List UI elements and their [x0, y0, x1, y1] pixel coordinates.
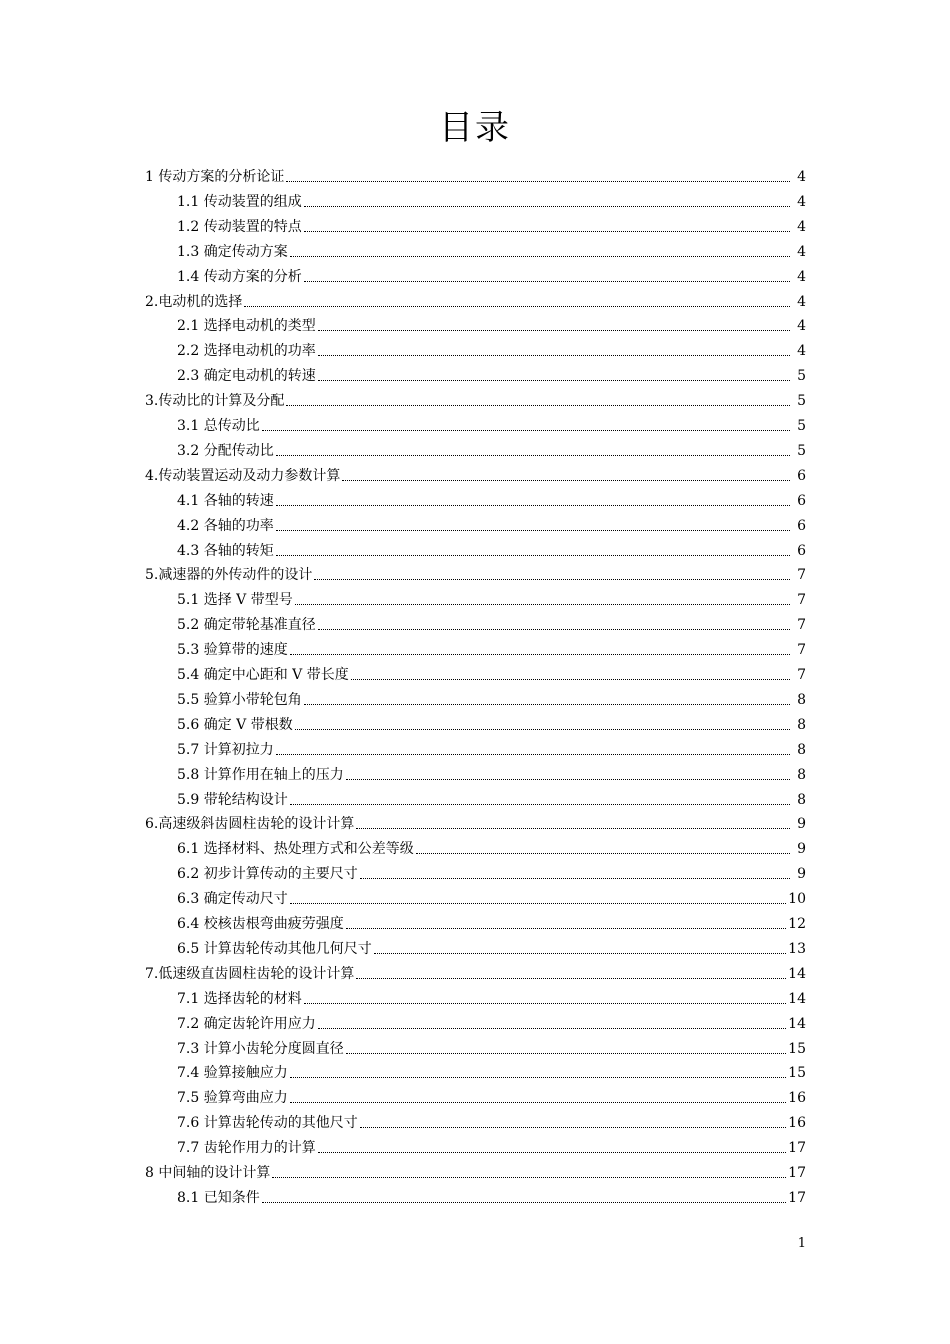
toc-dot-leader	[318, 1137, 786, 1153]
toc-dot-leader	[304, 988, 786, 1004]
toc-section-entry[interactable]	[177, 689, 806, 711]
toc-chapter-entry[interactable]	[145, 963, 806, 985]
toc-entry-label: 5.1 选择 V 带型号	[177, 592, 293, 609]
toc-entry-label: 1.2 传动装置的特点	[177, 218, 302, 235]
toc-entry-label: 5.5 验算小带轮包角	[177, 691, 302, 708]
toc-entry-page: 9	[797, 841, 806, 858]
toc-section-entry[interactable]	[177, 266, 806, 288]
toc-entry-page: 15	[788, 1065, 806, 1082]
toc-dot-leader	[304, 266, 790, 282]
toc-chapter-entry[interactable]	[145, 564, 806, 586]
toc-entry-label: 7.7 齿轮作用力的计算	[177, 1140, 316, 1157]
toc-entry-label: 1.4 传动方案的分析	[177, 268, 302, 285]
toc-dot-leader	[346, 1038, 786, 1054]
toc-dot-leader	[262, 1187, 786, 1203]
toc-entry-page: 8	[797, 791, 806, 808]
toc-entry-label: 4.1 各轴的转速	[177, 492, 274, 509]
toc-section-entry[interactable]	[177, 415, 806, 437]
toc-dot-leader	[276, 490, 790, 506]
toc-dot-leader	[318, 614, 790, 630]
toc-section-entry[interactable]	[177, 714, 806, 736]
toc-dot-leader	[356, 813, 790, 829]
toc-entry-page: 14	[788, 1015, 806, 1032]
toc-section-entry[interactable]	[177, 888, 806, 910]
toc-dot-leader	[318, 1013, 786, 1029]
toc-section-entry[interactable]	[177, 1038, 806, 1060]
toc-entry-label: 2.1 选择电动机的类型	[177, 318, 316, 335]
toc-section-entry[interactable]	[177, 1187, 806, 1209]
toc-entry-page: 5	[797, 368, 806, 385]
toc-entry-label: 7.4 验算接触应力	[177, 1065, 288, 1082]
toc-entry-page: 7	[797, 667, 806, 683]
toc-entry-label: 6.5 计算齿轮传动其他几何尺寸	[177, 940, 372, 957]
toc-entry-page: 6	[797, 517, 806, 534]
toc-dot-leader	[262, 415, 790, 431]
toc-dot-leader	[342, 465, 790, 481]
toc-entry-label: 3.2 分配传动比	[177, 442, 274, 459]
toc-dot-leader	[290, 789, 790, 805]
toc-entry-label: 6.1 选择材料、热处理方式和公差等级	[177, 841, 414, 858]
toc-entry-label: 2.电动机的选择	[145, 293, 243, 310]
toc-section-entry[interactable]	[177, 863, 806, 885]
toc-section-entry[interactable]	[177, 639, 806, 661]
toc-chapter-entry[interactable]	[145, 166, 806, 188]
toc-chapter-entry[interactable]	[145, 291, 806, 313]
toc-entry-page: 5	[797, 418, 806, 434]
toc-entry-label: 5.9 带轮结构设计	[177, 791, 288, 808]
toc-entry-page: 17	[788, 1140, 806, 1157]
toc-entry-label: 4.3 各轴的转矩	[177, 542, 274, 559]
toc-entry-page: 14	[788, 990, 806, 1007]
toc-section-entry[interactable]	[177, 490, 806, 512]
toc-dot-leader	[290, 241, 790, 257]
toc-section-entry[interactable]	[177, 440, 806, 462]
toc-entry-page: 7	[797, 592, 806, 609]
toc-entry-label: 7.5 验算弯曲应力	[177, 1090, 288, 1107]
toc-dot-leader	[272, 1162, 786, 1178]
toc-entry-page: 4	[797, 193, 806, 210]
toc-entry-label: 6.3 确定传动尺寸	[177, 891, 288, 908]
toc-entry-page: 9	[797, 816, 806, 833]
toc-section-entry[interactable]	[177, 1087, 806, 1109]
toc-dot-leader	[351, 664, 790, 680]
toc-entry-page: 16	[788, 1115, 806, 1132]
toc-section-entry[interactable]	[177, 838, 806, 860]
toc-entry-page: 7	[797, 642, 806, 659]
toc-entry-label: 4.传动装置运动及动力参数计算	[145, 467, 341, 484]
toc-section-entry[interactable]	[177, 1062, 806, 1084]
toc-dot-leader	[276, 739, 790, 755]
toc-entry-label: 1.1 传动装置的组成	[177, 193, 302, 210]
toc-entry-page: 4	[797, 218, 806, 235]
toc-entry-page: 6	[797, 542, 806, 559]
toc-entry-label: 7.低速级直齿圆柱齿轮的设计计算	[145, 965, 355, 982]
toc-section-entry[interactable]	[177, 340, 806, 362]
toc-entry-page: 4	[797, 293, 806, 310]
toc-entry-page: 10	[788, 891, 806, 908]
toc-dot-leader	[286, 390, 790, 406]
toc-entry-page: 17	[788, 1165, 806, 1181]
toc-entry-page: 5	[797, 442, 806, 459]
toc-section-entry[interactable]	[177, 938, 806, 960]
toc-entry-label: 2.2 选择电动机的功率	[177, 343, 316, 360]
toc-dot-leader	[356, 963, 786, 979]
toc-dot-leader	[244, 291, 790, 307]
toc-entry-page: 6	[797, 492, 806, 509]
toc-section-entry[interactable]	[177, 365, 806, 387]
toc-entry-label: 5.7 计算初拉力	[177, 741, 274, 758]
toc-dot-leader	[295, 714, 790, 730]
toc-chapter-entry[interactable]	[145, 390, 806, 412]
toc-entry-label: 7.1 选择齿轮的材料	[177, 990, 302, 1007]
toc-dot-leader	[290, 1062, 786, 1078]
toc-entry-label: 5.8 计算作用在轴上的压力	[177, 766, 344, 783]
toc-section-entry[interactable]	[177, 913, 806, 935]
toc-dot-leader	[276, 440, 790, 456]
toc-dot-leader	[346, 913, 786, 929]
toc-dot-leader	[416, 838, 790, 854]
toc-dot-leader	[304, 216, 790, 232]
toc-entry-page: 4	[797, 169, 806, 185]
toc-entry-page: 15	[788, 1040, 806, 1057]
toc-entry-label: 5.4 确定中心距和 V 带长度	[177, 667, 349, 683]
toc-dot-leader	[286, 166, 790, 182]
toc-dot-leader	[276, 515, 790, 531]
toc-dot-leader	[360, 863, 790, 879]
toc-entry-page: 4	[797, 343, 806, 360]
toc-entry-page: 8	[797, 766, 806, 783]
toc-section-entry[interactable]	[177, 764, 806, 786]
toc-dot-leader	[290, 888, 786, 904]
toc-dot-leader	[295, 589, 790, 605]
toc-dot-leader	[276, 540, 790, 556]
toc-section-entry[interactable]	[177, 664, 806, 686]
toc-entry-label: 7.6 计算齿轮传动的其他尺寸	[177, 1115, 358, 1132]
toc-dot-leader	[304, 191, 790, 207]
toc-entry-page: 13	[788, 940, 806, 957]
toc-dot-leader	[318, 365, 790, 381]
toc-entry-label: 8 中间轴的设计计算	[145, 1165, 271, 1181]
toc-title: 目录	[439, 108, 511, 148]
toc-entry-label: 5.3 验算带的速度	[177, 642, 288, 659]
toc-section-entry[interactable]	[177, 515, 806, 537]
toc-section-entry[interactable]	[177, 988, 806, 1010]
toc-section-entry[interactable]	[177, 1137, 806, 1159]
toc-entry-page: 12	[788, 916, 806, 932]
page-number: 1	[797, 1236, 806, 1251]
toc-dot-leader	[318, 340, 790, 356]
toc-entry-page: 9	[797, 866, 806, 883]
toc-section-entry[interactable]	[177, 1013, 806, 1035]
toc-entry-label: 6.高速级斜齿圆柱齿轮的设计计算	[145, 816, 355, 833]
toc-entry-page: 8	[797, 741, 806, 758]
toc-dot-leader	[304, 689, 790, 705]
toc-entry-label: 4.2 各轴的功率	[177, 517, 274, 534]
toc-entry-page: 5	[797, 393, 806, 410]
toc-entry-label: 6.2 初步计算传动的主要尺寸	[177, 866, 358, 883]
toc-section-entry[interactable]	[177, 1112, 806, 1134]
toc-entry-page: 17	[788, 1189, 806, 1206]
toc-section-entry[interactable]	[177, 241, 806, 263]
toc-entry-label: 5.2 确定带轮基准直径	[177, 617, 316, 634]
toc-entry-label: 1 传动方案的分析论证	[145, 169, 285, 185]
toc-section-entry[interactable]	[177, 739, 806, 761]
toc-entry-label: 8.1 已知条件	[177, 1189, 260, 1206]
toc-entry-label: 5.6 确定 V 带根数	[177, 716, 293, 733]
toc-entry-page: 4	[797, 243, 806, 260]
toc-entry-page: 7	[797, 617, 806, 634]
toc-dot-leader	[318, 315, 790, 331]
toc-section-entry[interactable]	[177, 216, 806, 238]
toc-entry-page: 8	[797, 716, 806, 733]
toc-entry-page: 14	[788, 965, 806, 982]
toc-entry-page: 4	[797, 318, 806, 335]
toc-chapter-entry[interactable]	[145, 813, 806, 835]
toc-entry-label: 3.1 总传动比	[177, 418, 260, 434]
toc-chapter-entry[interactable]	[145, 1162, 806, 1184]
toc-dot-leader	[374, 938, 786, 954]
toc-section-entry[interactable]	[177, 315, 806, 337]
toc-entry-page: 8	[797, 691, 806, 708]
toc-entry-label: 6.4 校核齿根弯曲疲劳强度	[177, 916, 344, 932]
toc-entry-label: 3.传动比的计算及分配	[145, 393, 285, 410]
toc-chapter-entry[interactable]	[145, 465, 806, 487]
toc-section-entry[interactable]	[177, 789, 806, 811]
toc-dot-leader	[314, 564, 790, 580]
toc-dot-leader	[290, 1087, 786, 1103]
toc-dot-leader	[290, 639, 790, 655]
toc-section-entry[interactable]	[177, 191, 806, 213]
toc-entry-label: 5.减速器的外传动件的设计	[145, 567, 313, 584]
toc-entry-label: 7.3 计算小齿轮分度圆直径	[177, 1040, 344, 1057]
toc-entry-label: 7.2 确定齿轮许用应力	[177, 1015, 316, 1032]
toc-entry-page: 7	[797, 567, 806, 584]
toc-section-entry[interactable]	[177, 589, 806, 611]
toc-entry-label: 1.3 确定传动方案	[177, 243, 288, 260]
toc-dot-leader	[346, 764, 790, 780]
toc-entry-page: 16	[788, 1090, 806, 1107]
toc-entry-page: 4	[797, 268, 806, 285]
toc-section-entry[interactable]	[177, 540, 806, 562]
toc-entry-page: 6	[797, 467, 806, 484]
toc-section-entry[interactable]	[177, 614, 806, 636]
toc-entry-label: 2.3 确定电动机的转速	[177, 368, 316, 385]
toc-dot-leader	[360, 1112, 786, 1128]
